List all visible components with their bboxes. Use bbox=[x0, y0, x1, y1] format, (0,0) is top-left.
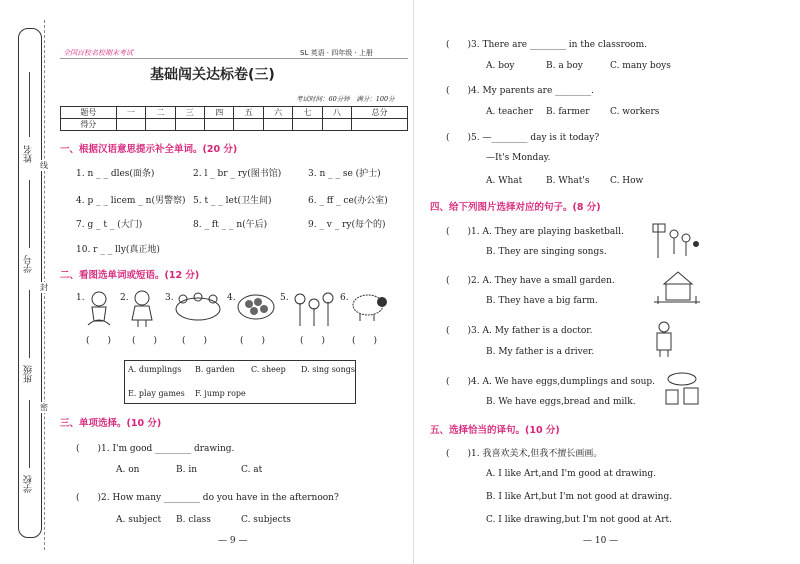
section5-title: 五、选择恰当的译句。(10 分) bbox=[430, 425, 560, 436]
doctor-image bbox=[654, 320, 674, 358]
word-item: 6. _ ff _ ce(办公室) bbox=[308, 196, 388, 206]
garden-image bbox=[290, 288, 336, 328]
student-id-label: 学号 bbox=[24, 255, 34, 273]
score-table bbox=[60, 106, 408, 131]
score-cell[interactable] bbox=[146, 119, 175, 131]
name-line bbox=[29, 72, 30, 137]
word-option: C. sheep bbox=[251, 365, 286, 374]
table-header: 总分 bbox=[352, 107, 408, 119]
breakfast-image bbox=[662, 370, 702, 406]
section1-title: 一、根据汉语意思提示补全单词。(20 分) bbox=[60, 144, 238, 155]
table-row bbox=[61, 107, 408, 119]
school-line bbox=[29, 400, 30, 468]
sentence-option: B. They are singing songs. bbox=[486, 247, 607, 257]
exam-meta: 考试时间：60分钟 满分：100分 bbox=[296, 95, 395, 103]
option: C. I like drawing,but I'm not good at Art. bbox=[486, 515, 673, 525]
table-header: 五 bbox=[234, 107, 263, 119]
table-header: 七 bbox=[293, 107, 322, 119]
table-header: 六 bbox=[263, 107, 292, 119]
word-options-box bbox=[124, 360, 356, 404]
option: A. subject bbox=[116, 515, 162, 525]
question: ( )2. How many ________ do you have in the afternoon? bbox=[76, 493, 339, 503]
table-header: 二 bbox=[146, 107, 175, 119]
word-option: E. play games bbox=[128, 389, 185, 398]
word-option: F. jump rope bbox=[195, 389, 246, 398]
kids-playing-games-image bbox=[173, 291, 223, 323]
cut-mark: 线 bbox=[40, 161, 48, 170]
sentence-option: ( )1. A. They are playing basketball. bbox=[446, 227, 624, 237]
sentence-option: ( )3. A. My father is a doctor. bbox=[446, 326, 593, 336]
picture-number: 1. bbox=[76, 293, 85, 303]
course-label: SL 英语 · 四年级 · 上册 bbox=[300, 49, 373, 57]
dumplings-image bbox=[236, 291, 276, 321]
word-item: 7. g _ t _ (大门) bbox=[76, 220, 143, 230]
answer-bracket[interactable]: ( ) bbox=[240, 336, 266, 346]
word-item: 9. _ v _ ry(每个的) bbox=[308, 220, 386, 230]
option: C. How bbox=[610, 176, 644, 186]
section2-title: 二、看图选单词或短语。(12 分) bbox=[60, 270, 200, 281]
answer-bracket[interactable]: ( ) bbox=[300, 336, 326, 346]
page-number-right: — 10 — bbox=[583, 536, 619, 546]
section4-title: 四、给下列图片选择对应的句子。(8 分) bbox=[430, 202, 601, 213]
sentence-option: ( )4. A. We have eggs,dumplings and soup. bbox=[446, 377, 656, 387]
score-cell[interactable] bbox=[322, 119, 351, 131]
question: ( )4. My parents are ________. bbox=[446, 86, 594, 96]
page-divider bbox=[413, 0, 414, 564]
school-label: 学校 bbox=[24, 475, 34, 493]
option: B. class bbox=[176, 515, 211, 525]
question: ( )5. —________ day is it today? bbox=[446, 133, 600, 143]
score-cell[interactable] bbox=[205, 119, 234, 131]
table-row-label: 得分 bbox=[61, 119, 117, 131]
student-id-line bbox=[29, 180, 30, 248]
word-option: D. sing songs bbox=[301, 365, 355, 374]
question: ( )1. 我喜欢美术,但我不擅长画画。 bbox=[446, 449, 603, 459]
word-option: B. garden bbox=[195, 365, 235, 374]
picture-number: 4. bbox=[227, 293, 236, 303]
word-option: A. dumplings bbox=[128, 365, 182, 374]
question-reply: —It's Monday. bbox=[486, 153, 551, 163]
page-number-left: — 9 — bbox=[218, 536, 248, 546]
farm-image bbox=[654, 266, 700, 306]
option: A. boy bbox=[486, 61, 515, 71]
cut-mark: 密 bbox=[40, 403, 48, 412]
score-cell[interactable] bbox=[352, 119, 408, 131]
answer-bracket[interactable]: ( ) bbox=[132, 336, 158, 346]
option: B. a boy bbox=[546, 61, 583, 71]
word-item: 3. n _ _ se (护士) bbox=[308, 169, 381, 179]
option: B. farmer bbox=[546, 107, 590, 117]
word-item: 4. p _ _ licem _ n(男警察) bbox=[76, 196, 186, 206]
word-item: 8. _ ft _ _ n(午后) bbox=[193, 220, 268, 230]
option: B. What's bbox=[546, 176, 590, 186]
word-item: 1. n _ _ dles(面条) bbox=[76, 169, 155, 179]
sentence-option: B. We have eggs,bread and milk. bbox=[486, 397, 636, 407]
table-header: 题号 bbox=[61, 107, 117, 119]
picture-number: 3. bbox=[165, 293, 174, 303]
option: B. in bbox=[176, 465, 198, 475]
option: B. I like Art,but I'm not good at drawing. bbox=[486, 492, 673, 502]
table-header: 一 bbox=[116, 107, 145, 119]
score-cell[interactable] bbox=[263, 119, 292, 131]
basketball-image bbox=[650, 220, 702, 260]
picture-number: 5. bbox=[280, 293, 289, 303]
table-header: 三 bbox=[175, 107, 204, 119]
sentence-option: ( )2. A. They have a small garden. bbox=[446, 276, 615, 286]
option: A. What bbox=[486, 176, 523, 186]
option: C. subjects bbox=[241, 515, 291, 525]
table-header: 八 bbox=[322, 107, 351, 119]
option: A. teacher bbox=[486, 107, 533, 117]
score-cell[interactable] bbox=[234, 119, 263, 131]
banner: 全国百校名校期末考试 bbox=[63, 49, 133, 57]
score-cell[interactable] bbox=[175, 119, 204, 131]
girl-singing-image bbox=[128, 289, 158, 329]
score-cell[interactable] bbox=[293, 119, 322, 131]
sheep-image bbox=[348, 290, 388, 322]
section3-title: 三、单项选择。(10 分) bbox=[60, 418, 162, 429]
option: C. at bbox=[241, 465, 263, 475]
binding-strip bbox=[18, 28, 42, 538]
table-header: 四 bbox=[205, 107, 234, 119]
score-cell[interactable] bbox=[116, 119, 145, 131]
cut-mark: 封 bbox=[40, 283, 48, 292]
picture-number: 6. bbox=[340, 293, 349, 303]
boy-jump-rope-image bbox=[84, 289, 114, 329]
option: A. I like Art,and I'm good at drawing. bbox=[486, 469, 657, 479]
word-item: 2. l _ br _ ry(图书馆) bbox=[193, 169, 282, 179]
class-line bbox=[29, 290, 30, 358]
name-label: 姓名 bbox=[24, 145, 34, 163]
option: A. on bbox=[116, 465, 140, 475]
word-item: 5. t _ _ let(卫生间) bbox=[193, 196, 272, 206]
word-item: 10. r _ _ lly(真正地) bbox=[76, 245, 160, 255]
question: ( )1. I'm good ________ drawing. bbox=[76, 444, 235, 454]
class-label: 班级 bbox=[24, 365, 34, 383]
sentence-option: B. They have a big farm. bbox=[486, 296, 598, 306]
answer-bracket[interactable]: ( ) bbox=[182, 336, 208, 346]
question: ( )3. There are ________ in the classroom. bbox=[446, 40, 647, 50]
sentence-option: B. My father is a driver. bbox=[486, 347, 595, 357]
option: C. workers bbox=[610, 107, 660, 117]
table-row bbox=[61, 119, 408, 131]
answer-bracket[interactable]: ( ) bbox=[352, 336, 378, 346]
option: C. many boys bbox=[610, 61, 671, 71]
answer-bracket[interactable]: ( ) bbox=[86, 336, 112, 346]
header-rule bbox=[60, 58, 408, 59]
picture-number: 2. bbox=[120, 293, 129, 303]
page-title: 基础闯关达标卷(三) bbox=[150, 67, 275, 83]
